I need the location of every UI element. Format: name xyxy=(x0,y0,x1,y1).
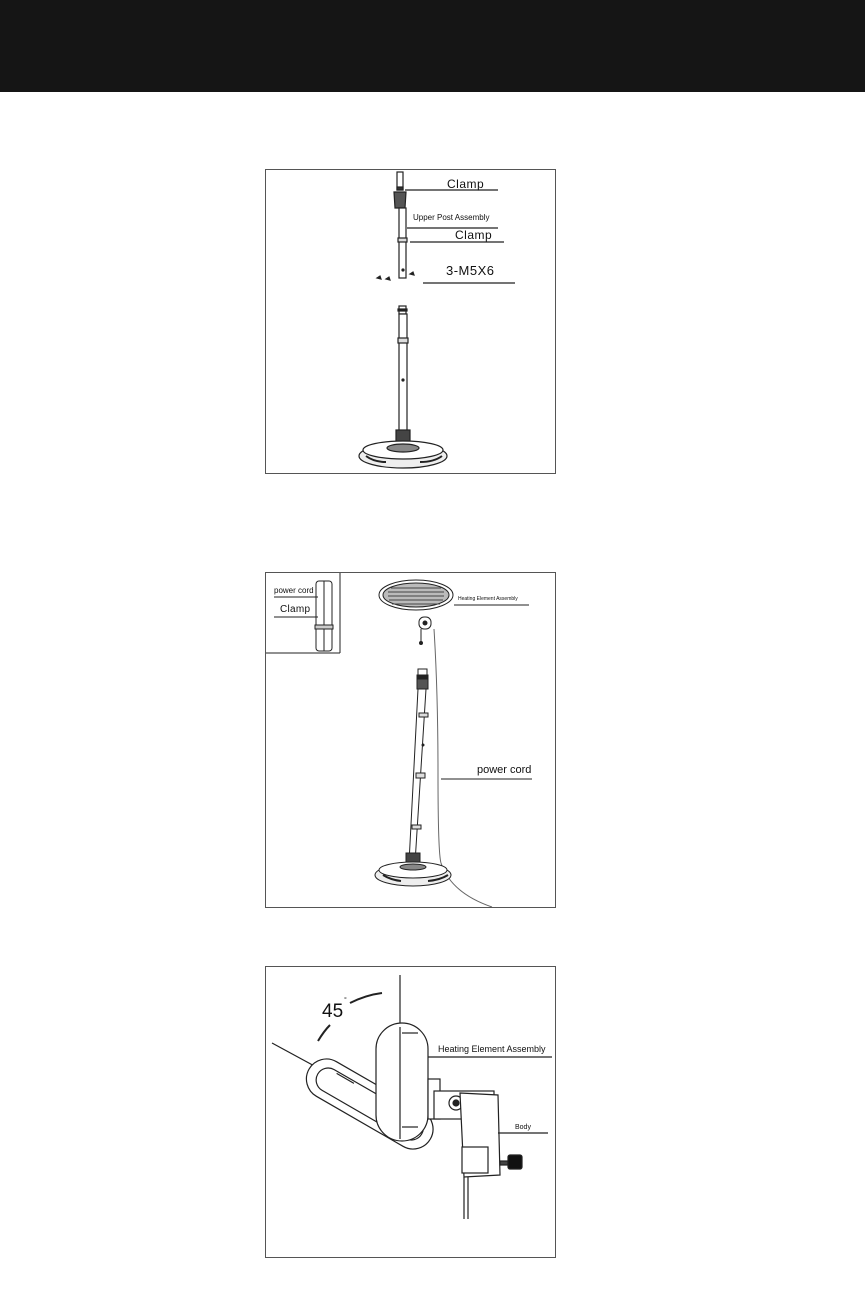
header-bar xyxy=(0,0,865,92)
heating-element-angle-illustration xyxy=(266,967,555,1257)
label-clamp-top: Clamp xyxy=(447,177,485,191)
figure-heating-element-mounting xyxy=(265,572,556,908)
upper-post-illustration xyxy=(266,170,555,473)
label-heating-element-assembly-angle: Heating Element Assembly xyxy=(438,1044,546,1054)
figure-heating-element-angle xyxy=(265,966,556,1258)
label-screws: 3-M5X6 xyxy=(446,263,495,278)
inset-label-power-cord: power cord xyxy=(274,586,314,595)
label-upper-post-assembly: Upper Post Assembly xyxy=(413,213,490,222)
label-body: Body xyxy=(515,1124,531,1131)
label-clamp-mid: Clamp xyxy=(455,228,493,242)
label-degree-sign: ° xyxy=(344,997,347,1004)
inset-label-clamp: Clamp xyxy=(280,604,311,615)
label-angle-45: 45 xyxy=(322,1001,344,1022)
label-power-cord: power cord xyxy=(477,764,532,776)
label-heating-element-assembly: Heating Element Assembly xyxy=(458,596,518,602)
figure-upper-post-assembly xyxy=(265,169,556,474)
heating-element-mounting-illustration xyxy=(266,573,555,907)
